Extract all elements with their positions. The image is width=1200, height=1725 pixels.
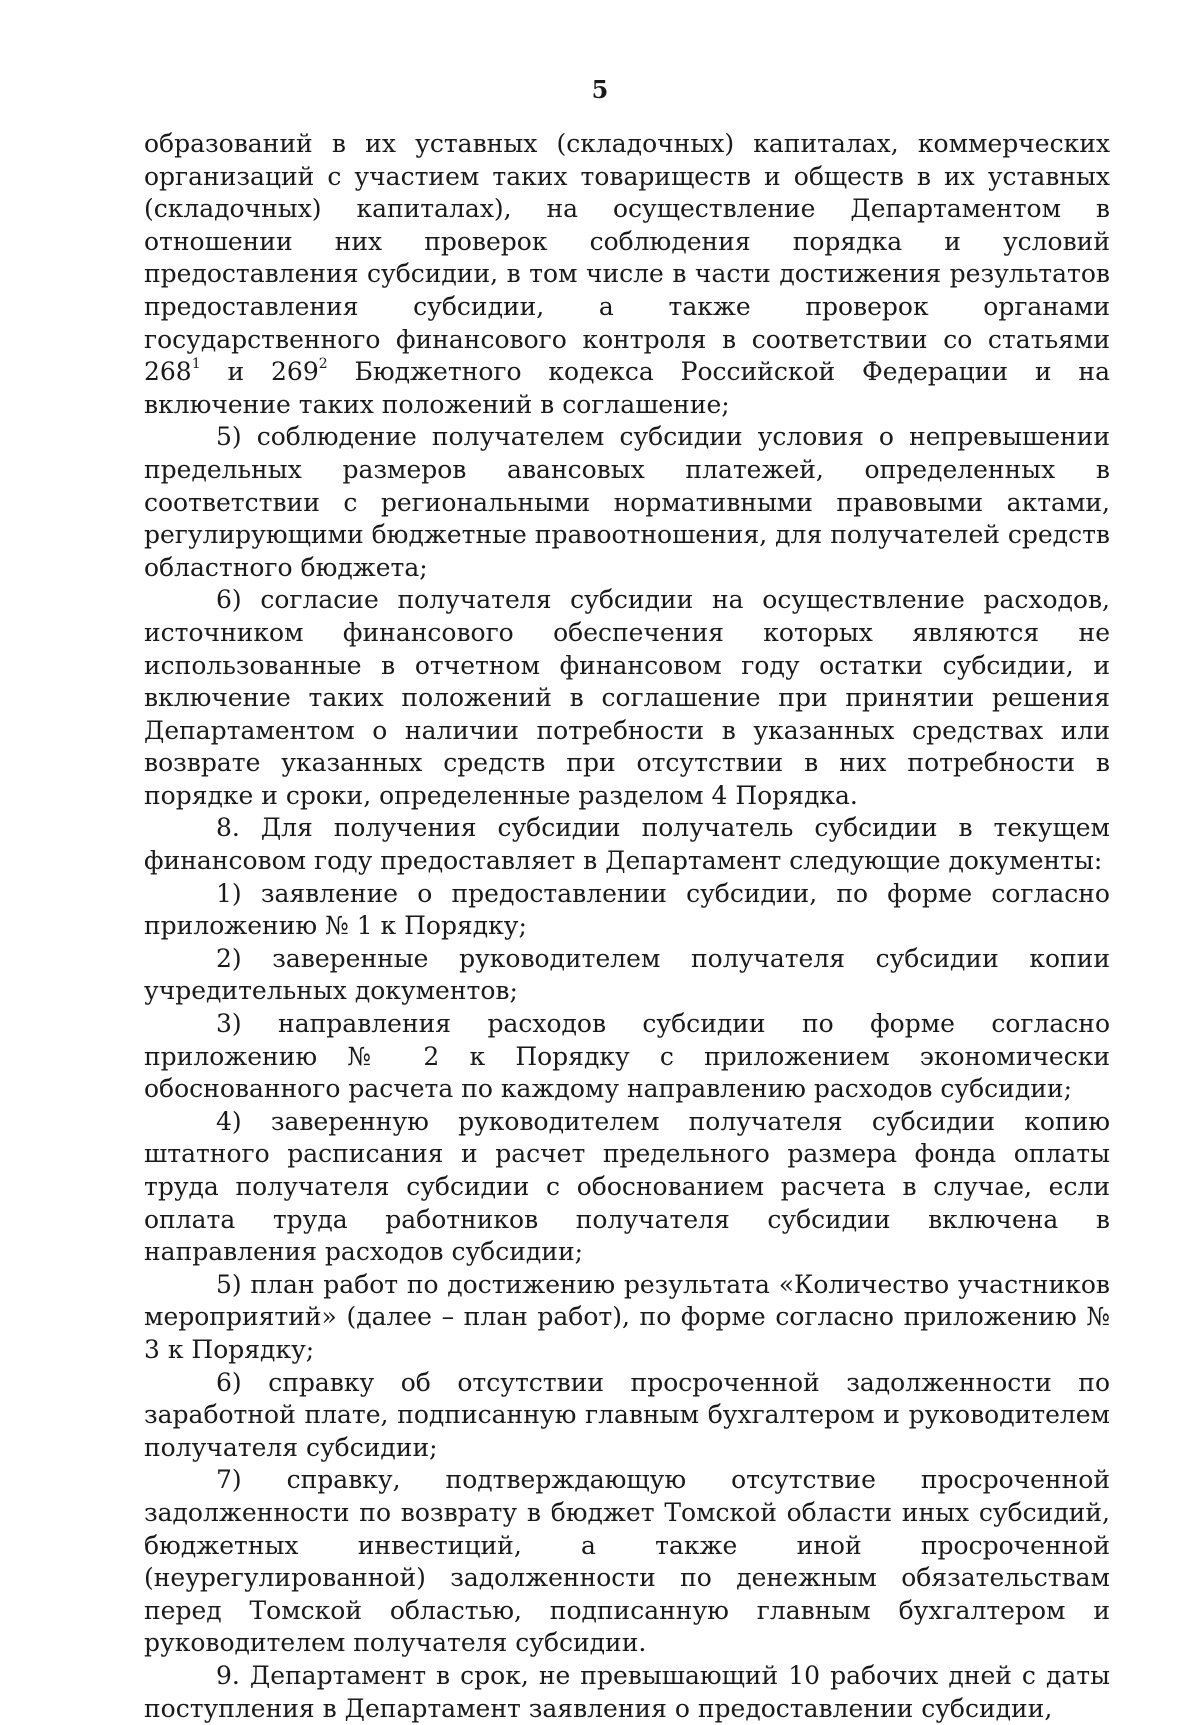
text-segment: 2) заверенные руководителем получателя субсидии копии учредительных документов; [144, 943, 1110, 1006]
text-segment: 7) справку, подтверждающую отсутствие просроченной задолженности по возврату в бюджет Томской области иных субсидий, бюджетных инвестиций, а также иной просроченной (неурегулированной) задолженности по денежным обязательствам перед Томской областью, подписанную главным бухгалтером и руководителем получателя субсидии. [144, 1465, 1110, 1658]
paragraph-p-8-5 [144, 1269, 1110, 1367]
text-segment: образований в их уставных (складочных) капиталах, коммерческих организаций с участием таких товариществ и обществ в их уставных (складочных) капиталах), на осуществление Департаментом в отношении них проверок соблюдения порядка и условий предоставления субсидии, в том числе в части достижения результатов предоставления субсидии, а также проверок органами государственного финансового контроля в соответствии со статьями 268 [144, 129, 1110, 387]
text-segment: 6) справку об отсутствии просроченной задолженности по заработной плате, подписанную главным бухгалтером и руководителем получателя субсидии; [144, 1367, 1110, 1462]
text-segment: Бюджетного кодекса Российской Федерации и на включение таких положений в соглашение; [144, 357, 1110, 419]
text-segment: 1) заявление о предоставлении субсидии, по форме согласно приложению № 1 к Порядку; [144, 878, 1110, 941]
superscript: 1 [191, 356, 201, 373]
text-segment: 5) план работ по достижению результата «Количество участников мероприятий» (далее – план работ), по форме согласно приложению № 3 к Порядку; [144, 1269, 1110, 1364]
paragraph-p-8-3 [144, 1008, 1110, 1106]
text-segment: 8. Для получения субсидии получатель субсидии в текущем финансовом году предоставляет в Департамент следующие документы: [144, 813, 1110, 876]
paragraph-p-8-2 [144, 943, 1110, 1008]
paragraph-p-9 [144, 1660, 1110, 1725]
document-body [144, 128, 1110, 1725]
text-segment: 3) направления расходов субсидии по форме согласно приложению № 2 к Порядку с приложением экономически обоснованного расчета по каждому направлению расходов субсидии; [144, 1009, 1110, 1104]
paragraph-p-6 [144, 584, 1110, 812]
text-segment: 9. Департамент в срок, не превышающий 10 рабочих дней с даты поступления в Департамент заявления о предоставлении субсидии, [144, 1660, 1110, 1723]
superscript: 2 [318, 356, 328, 373]
paragraph-p-cont [144, 128, 1110, 421]
text-segment: 5) соблюдение получателем субсидии условия о непревышении предельных размеров авансовых платежей, определенных в соответствии с региональными нормативными правовыми актами, регулирующими бюджетные правоотношения, для получателей средств областного бюджета; [144, 422, 1110, 582]
paragraph-p-8-7 [144, 1464, 1110, 1660]
paragraph-p-8-6 [144, 1367, 1110, 1465]
paragraph-p-8 [144, 812, 1110, 877]
page-number: 5 [591, 75, 609, 104]
paragraph-p-8-1 [144, 878, 1110, 943]
paragraph-p-8-4 [144, 1106, 1110, 1269]
text-segment: 6) согласие получателя субсидии на осуществление расходов, источником финансового обеспечения которых являются не использованные в отчетном финансовом году остатки субсидии, и включение таких положений в соглашение при принятии решения Департаментом о наличии потребности в указанных средствах или возврате указанных средств при отсутствии в них потребности в порядке и сроки, определенные разделом 4 Порядка. [144, 585, 1110, 810]
paragraph-p-5 [144, 421, 1110, 584]
text-segment: 4) заверенную руководителем получателя субсидии копию штатного расписания и расчет предельного размера фонда оплаты труда получателя субсидии с обоснованием расчета в случае, если оплата труда работников получателя субсидии включена в направления расходов субсидии; [144, 1106, 1110, 1267]
text-segment: и 269 [200, 357, 319, 387]
